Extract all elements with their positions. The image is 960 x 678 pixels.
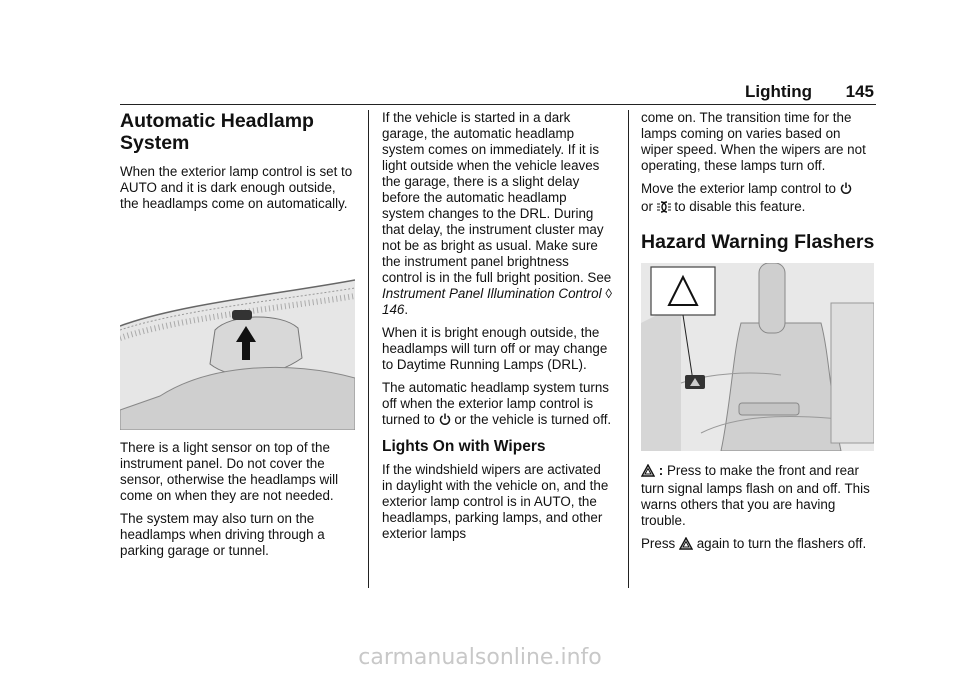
paragraph: The system may also turn on the headlamps when driving through a parking garage or tunnel. bbox=[120, 511, 325, 558]
period: . bbox=[404, 302, 409, 317]
column-1 bbox=[120, 110, 355, 566]
paragraph bbox=[382, 110, 612, 318]
paragraph-text: If the vehicle is started in a dark garage, the automatic headlamp system comes on immediately. If it is light outside when the vehicle leaves the garage, there is a slight delay before the automatic headlamp system changes to the DRL. During that delay, the instrument cluster may not be as bright as usual. Make sure the instrument panel brightness control is in the full bright position. See bbox=[382, 110, 612, 285]
power-off-icon bbox=[439, 413, 451, 430]
column-divider bbox=[628, 110, 629, 588]
paragraph-text: to disable this feature. bbox=[674, 199, 806, 214]
paragraph: If the windshield wipers are activated in daylight with the vehicle on, and the exterior lamp control is in AUTO, the headlamps, parking lamps, and other exterior lamps bbox=[382, 462, 609, 541]
column-3 bbox=[641, 110, 876, 561]
heading-hazard-warning: Hazard Warning Flashers bbox=[641, 231, 875, 253]
light-sensor-illustration bbox=[120, 268, 355, 430]
section-title: Lighting bbox=[744, 82, 812, 101]
paragraph-text: Press bbox=[641, 536, 676, 551]
paragraph bbox=[382, 380, 612, 430]
heading-automatic-headlamp: Automatic Headlamp System bbox=[120, 110, 314, 154]
reference-page[interactable]: 146 bbox=[382, 302, 405, 317]
paragraph-text: The automatic headlamp system turns off when the exterior lamp control is turned to bbox=[382, 380, 610, 427]
hazard-triangle-icon bbox=[641, 464, 655, 481]
paragraph: When the exterior lamp control is set to AUTO and it is dark enough outside, the headlamps come on automatically. bbox=[120, 164, 353, 211]
paragraph-text: again to turn the flashers off. bbox=[696, 536, 867, 551]
parking-lamp-icon bbox=[657, 201, 671, 217]
colon: : bbox=[658, 463, 664, 478]
paragraph: come on. The transition time for the lamps coming on varies based on wiper speed. When the wipers are not operating, these lamps turn off. bbox=[641, 110, 866, 173]
column-2 bbox=[382, 110, 612, 549]
paragraph: When it is bright enough outside, the headlamps will turn off or may change to Daytime Running Lamps (DRL). bbox=[382, 325, 608, 372]
paragraph-text: or bbox=[641, 199, 653, 214]
hazard-triangle-icon bbox=[679, 537, 693, 554]
paragraph bbox=[641, 536, 876, 554]
watermark: carmanualsonline.info bbox=[358, 645, 602, 670]
heading-lights-on-wipers: Lights On with Wipers bbox=[382, 438, 546, 455]
cross-reference-link[interactable]: Instrument Panel Illumination Control bbox=[382, 286, 602, 301]
paragraph-text: or the vehicle is turned off. bbox=[454, 412, 612, 427]
page-header bbox=[120, 80, 876, 105]
hazard-button-illustration bbox=[641, 263, 874, 451]
page-number: 145 bbox=[845, 82, 874, 101]
paragraph-text: Press to make the front and rear turn signal lamps flash on and off. This warns others that you are having trouble. bbox=[641, 463, 870, 528]
reference-symbol: ◊ bbox=[605, 286, 612, 301]
paragraph bbox=[641, 463, 876, 529]
paragraph: There is a light sensor on top of the instrument panel. Do not cover the sensor, otherwise the headlamps will come on when they are not needed. bbox=[120, 440, 339, 503]
paragraph bbox=[641, 181, 876, 217]
paragraph-text: Move the exterior lamp control to bbox=[641, 181, 836, 196]
column-divider bbox=[368, 110, 369, 588]
power-off-icon bbox=[840, 182, 852, 199]
